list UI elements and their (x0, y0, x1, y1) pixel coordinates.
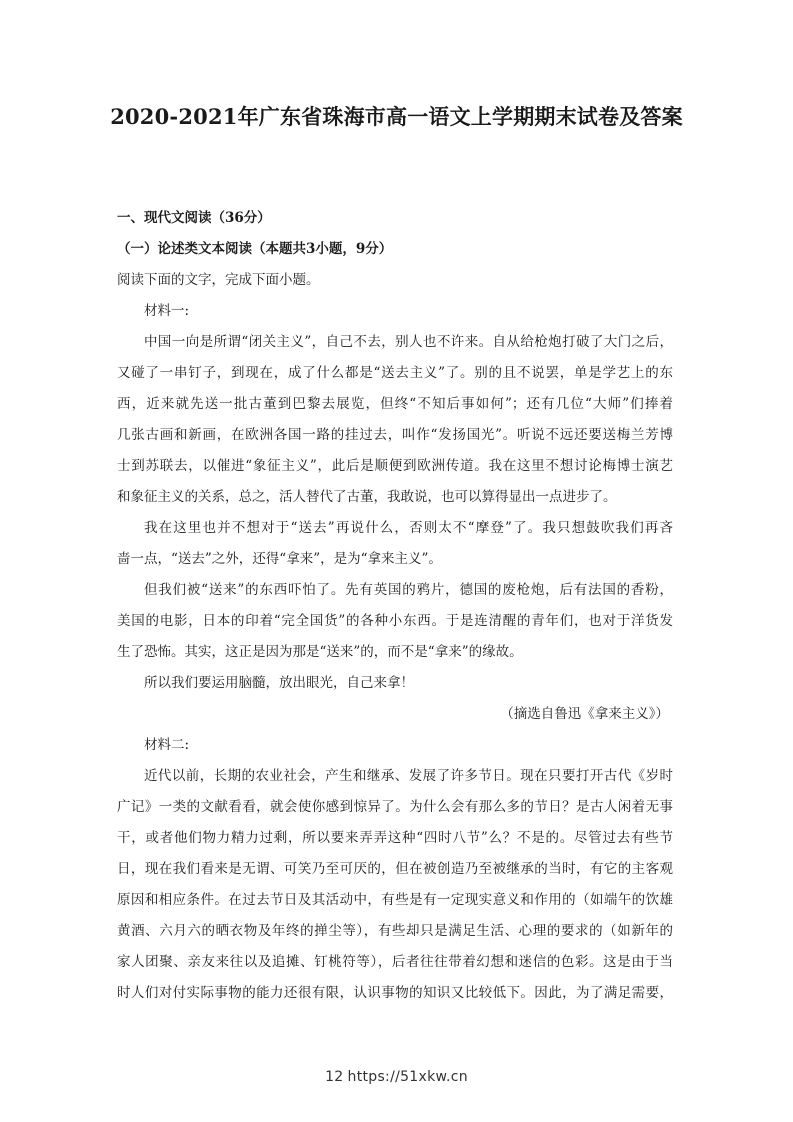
text-line: 原因和相应条件。在过去节日及其活动中，有些是有一定现实意义和作用的（如端午的饮雄 (117, 892, 673, 908)
material-one-paragraph-1 (117, 327, 673, 513)
text-line: 广记》一类的文献看看，就会使你感到惊异了。为什么会有那么多的节日？是古人闲着无事 (117, 799, 673, 815)
text-line: 家人团聚、亲友来往以及追摊、钉桃符等），后者往往带着幻想和迷信的色彩。这是由于当 (117, 954, 673, 970)
text-line: 和象征主义的关系，总之，活人替代了古董，我敢说，也可以算得显出一点进步了。 (117, 489, 617, 505)
material-one-source: （摘选自鲁迅《拿来主义》） (500, 706, 669, 722)
text-line: 美国的电影，日本的印着“完全国货”的各种小东西。于是连清醒的青年们，也对于洋货发 (117, 613, 673, 629)
text-line: 时人们对付实际事物的能力还很有限，认识事物的知识又比较低下。因此，为了满足需要， (117, 985, 673, 1001)
text-line: 我在这里也并不想对于“送去”再说什么，否则太不“摩登”了。我只想鼓吹我们再吝 (144, 520, 673, 536)
text-line: 士到苏联去，以催进“象征主义”，此后是顺便到欧洲传道。我在这里不想讨论梅博士演艺 (117, 458, 673, 474)
text-line: 西，近来就先送一批古董到巴黎去展览，但终“不知后事如何”；还有几位“大师”们捧着 (117, 396, 673, 412)
material-two-label: 材料二: (144, 737, 190, 753)
text-line: 干，或者他们物力精力过剩，所以要来弄弄这种“四时八节”么？不是的。尽管过去有些节 (117, 830, 673, 846)
text-line: 近代以前，长期的农业社会，产生和继承、发展了许多节日。现在只要打开古代《岁时 (144, 768, 673, 784)
text-line: 啬一点，“送去”之外，还得“拿来”，是为“拿来主义”。 (117, 551, 442, 567)
material-one-paragraph-2 (117, 513, 673, 575)
material-one-label: 材料一: (144, 303, 190, 319)
document-body (117, 203, 673, 1009)
text-line: 但我们被“送来”的东西吓怕了。先有英国的鸦片，德国的废枪炮，后有法国的香粉， (144, 582, 673, 598)
reading-instruction: 阅读下面的文字，完成下面小题。 (117, 272, 320, 288)
text-line: 几张古画和新画，在欧洲各国一路的挂过去，叫作“发扬国光”。听说不远还要送梅兰芳博 (117, 427, 673, 443)
text-line: 所以我们要运用脑髓，放出眼光，自己来拿！ (144, 675, 414, 691)
text-line: 黄酒、六月六的晒衣物及年终的掸尘等），有些却只是满足生活、心理的要求的（如新年的 (117, 923, 673, 939)
text-line: 又碰了一串钉子，到现在，成了什么都是“送去主义”了。别的且不说罢，单是学艺上的东 (117, 365, 673, 381)
text-line: 日，现在我们看来是无谓、可笑乃至可厌的，但在被创造乃至被继承的当时，有它的主客观 (117, 861, 673, 877)
page-number: 12 (325, 1069, 344, 1085)
text-line: 中国一向是所谓“闭关主义”，自己不去，别人也不许来。自从给枪炮打破了大门之后， (144, 334, 673, 350)
footer-url: https://51xkw.cn (347, 1069, 468, 1085)
page-footer (0, 1069, 793, 1085)
section-heading: 一、现代文阅读（36分） (117, 210, 271, 226)
material-two-paragraph-1 (117, 761, 673, 1009)
page-title: 2020-2021年广东省珠海市高一语文上学期期末试卷及答案 (110, 104, 683, 129)
subsection-heading: （一）论述类文本阅读（本题共3小题，9分） (117, 241, 393, 257)
material-one-paragraph-3 (117, 575, 673, 668)
text-line: 生了恐怖。其实，这正是因为那是“送来”的，而不是“拿来”的缘故。 (117, 644, 523, 660)
material-one-paragraph-4 (117, 668, 673, 699)
